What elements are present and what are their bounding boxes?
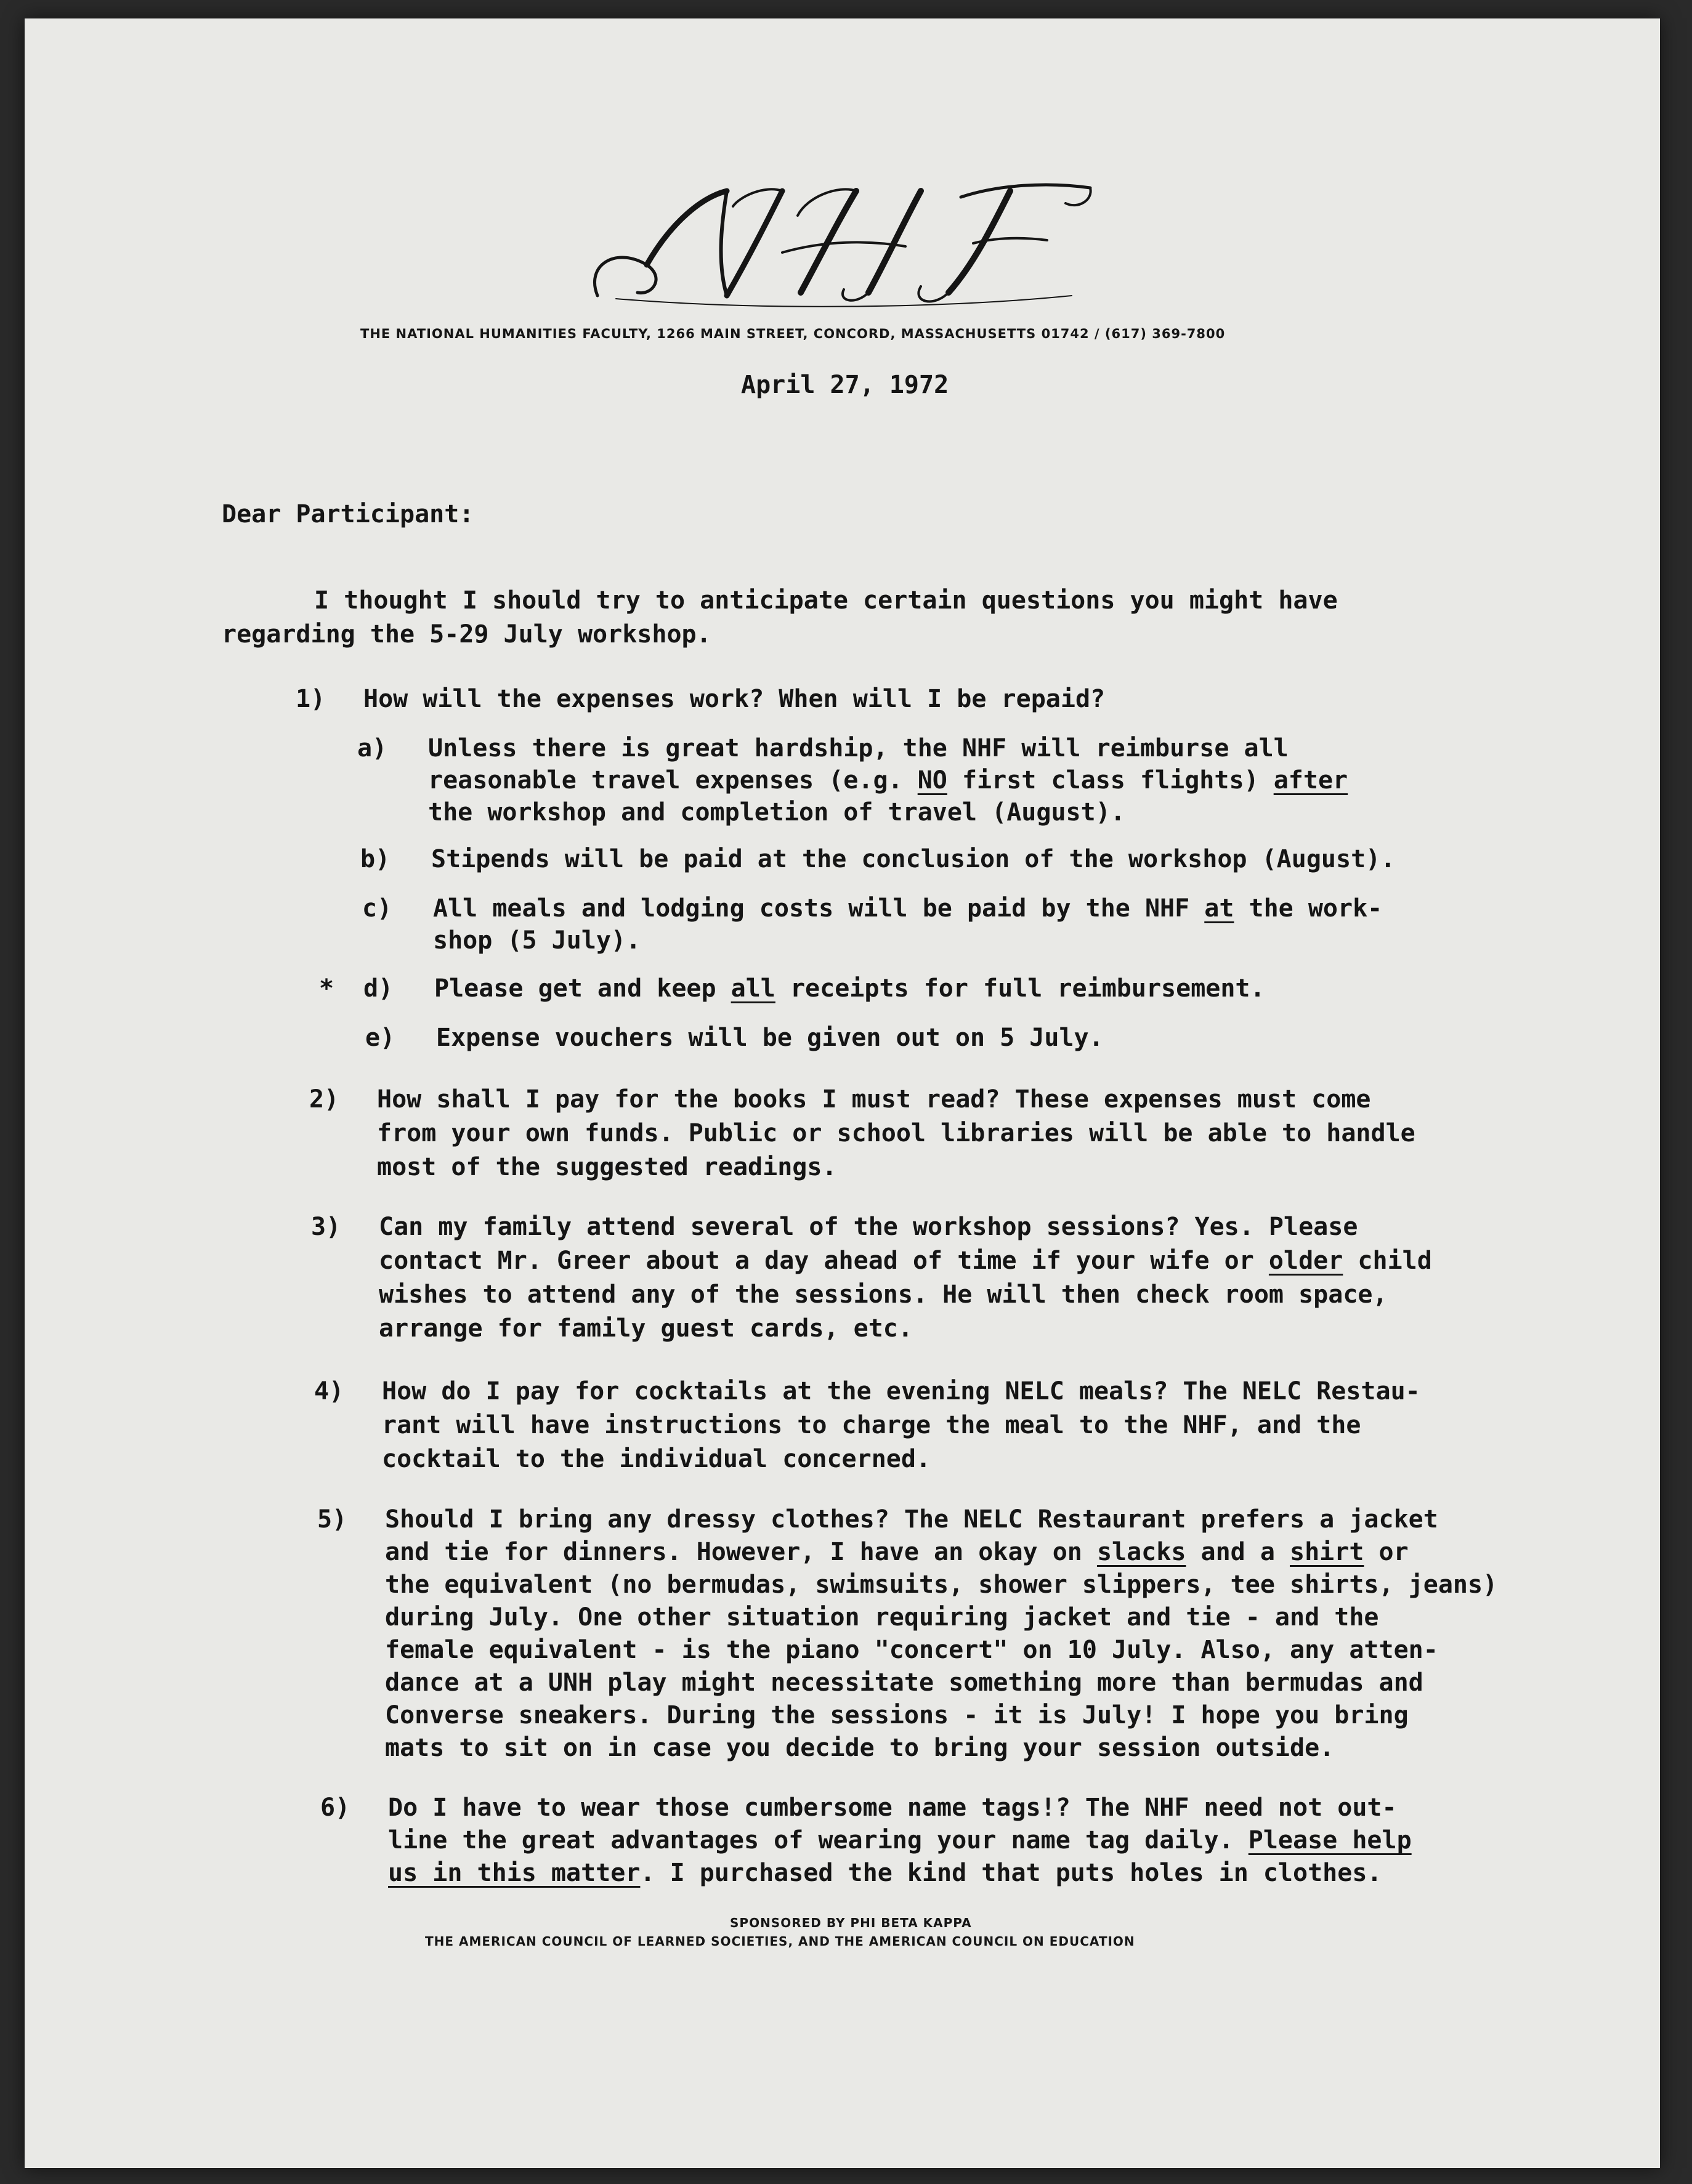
footer-councils: THE AMERICAN COUNCIL OF LEARNED SOCIETIES, AND THE AMERICAN COUNCIL ON EDUCATION — [425, 1934, 1135, 1949]
question-5-line: mats to sit on in case you decide to bring your session outside. — [385, 1734, 1335, 1762]
subitem-e-line: Expense vouchers will be given out on 5 July. — [436, 1024, 1104, 1052]
question-5-line: Should I bring any dressy clothes? The NELC Restaurant prefers a jacket — [385, 1505, 1438, 1534]
question-1-text: How will the expenses work? When will I be repaid? — [363, 685, 1106, 713]
question-6-line: line the great advantages of wearing your name tag daily. Please help — [388, 1826, 1412, 1854]
subitem-label: d) — [363, 974, 394, 1003]
question-5-line: Converse sneakers. During the sessions - it is July! I hope you bring — [385, 1701, 1409, 1729]
question-5-line: and tie for dinners. However, I have an okay on slacks and a shirt or — [385, 1538, 1409, 1566]
subitem-label: b) — [360, 845, 391, 873]
question-6-line: Do I have to wear those cumbersome name tags!? The NHF need not out- — [388, 1794, 1397, 1822]
subitem-c-line: All meals and lodging costs will be paid by the NHF at the work- — [433, 894, 1383, 923]
underlined-no: NO — [917, 766, 947, 795]
letterhead-address: THE NATIONAL HUMANITIES FACULTY, 1266 MAIN STREET, CONCORD, MASSACHUSETTS 01742 / (617) 369-7800 — [360, 326, 1226, 341]
underlined-slacks: slacks — [1096, 1538, 1186, 1566]
subitem-a-line: Unless there is great hardship, the NHF will reimburse all — [428, 734, 1289, 762]
subitem-label: a) — [357, 734, 387, 762]
question-2-line: from your own funds. Public or school libraries will be able to handle — [377, 1119, 1415, 1147]
question-4-line: cocktail to the individual concerned. — [382, 1445, 931, 1473]
question-3-line: contact Mr. Greer about a day ahead of time if your wife or older child — [379, 1247, 1432, 1275]
question-3-line: arrange for family guest cards, etc. — [379, 1314, 913, 1343]
underlined-us-in-this-matter: us in this matter — [388, 1859, 641, 1887]
question-2-line: How shall I pay for the books I must read? These expenses must come — [377, 1085, 1371, 1114]
question-5-line: dance at a UNH play might necessitate something more than bermudas and — [385, 1668, 1423, 1697]
item-number: 2) — [309, 1085, 339, 1114]
asterisk-mark: * — [319, 974, 334, 1003]
salutation: Dear Participant: — [222, 500, 474, 528]
subitem-a-line: reasonable travel expenses (e.g. NO first class flights) after — [428, 766, 1348, 795]
underlined-please-help: Please help — [1248, 1826, 1412, 1854]
item-number: 4) — [314, 1377, 344, 1405]
question-3-line: wishes to attend any of the sessions. He will then check room space, — [379, 1280, 1388, 1309]
underlined-shirt: shirt — [1290, 1538, 1364, 1566]
question-4-line: How do I pay for cocktails at the evening NELC meals? The NELC Restau- — [382, 1377, 1420, 1405]
subitem-c-line: shop (5 July). — [433, 926, 641, 955]
footer-sponsor: SPONSORED BY PHI BETA KAPPA — [730, 1915, 972, 1930]
question-2-line: most of the suggested readings. — [377, 1153, 837, 1181]
question-5-line: female equivalent - is the piano "concert" on 10 July. Also, any atten- — [385, 1636, 1438, 1664]
item-number: 3) — [311, 1213, 341, 1241]
subitem-a-line: the workshop and completion of travel (August). — [428, 798, 1125, 827]
intro-line: regarding the 5-29 July workshop. — [222, 620, 711, 649]
intro-line: I thought I should try to anticipate certain questions you might have — [314, 586, 1338, 615]
subitem-d-line: Please get and keep all receipts for full reimbursement. — [434, 974, 1265, 1003]
question-3-line: Can my family attend several of the workshop sessions? Yes. Please — [379, 1213, 1358, 1241]
item-number: 1) — [296, 685, 326, 713]
question-6-line: us in this matter. I purchased the kind that puts holes in clothes. — [388, 1859, 1382, 1887]
underlined-after: after — [1273, 766, 1348, 795]
subitem-b-line: Stipends will be paid at the conclusion of the workshop (August). — [431, 845, 1396, 873]
question-4-line: rant will have instructions to charge the meal to the NHF, and the — [382, 1411, 1361, 1439]
letter-date: April 27, 1972 — [741, 371, 949, 399]
item-number: 6) — [320, 1794, 350, 1822]
item-number: 5) — [317, 1505, 347, 1534]
underlined-all: all — [731, 974, 775, 1003]
subitem-label: e) — [365, 1024, 395, 1052]
letter-page — [25, 18, 1660, 2168]
underlined-older: older — [1268, 1247, 1343, 1275]
question-5-line: during July. One other situation requiring jacket and tie - and the — [385, 1603, 1379, 1632]
subitem-label: c) — [362, 894, 392, 923]
question-5-line: the equivalent (no bermudas, swimsuits, shower slippers, tee shirts, jeans) — [385, 1571, 1498, 1599]
nhf-monogram-logo — [579, 172, 1096, 314]
underlined-at: at — [1204, 894, 1234, 923]
